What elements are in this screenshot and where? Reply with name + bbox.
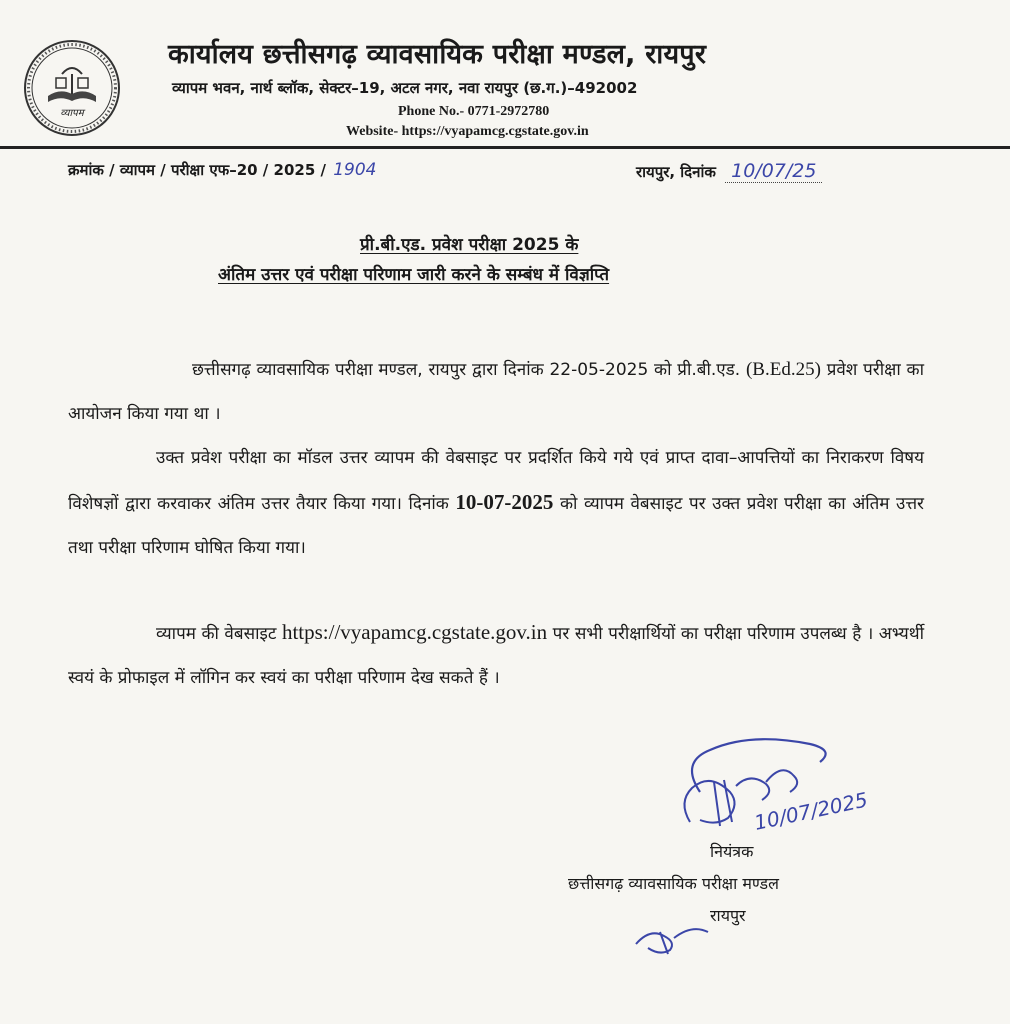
controller-signature: [670, 722, 880, 842]
website-link[interactable]: https://vyapamcg.cgstate.gov.in: [281, 620, 548, 644]
p2-result-date: 10-07-2025: [455, 490, 554, 514]
p2-text-a: उक्त प्रवेश परीक्षा का मॉडल उत्तर व्यापम की वेबसाइट पर प्रदर्शित किये गये एवं प्राप्त दावा–आपत्तियों का निराकरण विषय विशेषज्ञों द्वारा करवाकर अंतिम उत्तर तैयार किया गया। दिनांक: [68, 448, 924, 514]
subject-line-1: प्री.बी.एड. प्रवेश परीक्षा 2025 के: [360, 235, 579, 255]
date-handwritten: 10/07/25: [725, 160, 822, 183]
website-line: Website- https://vyapamcg.cgstate.gov.in: [346, 124, 589, 139]
p2-text-b: को व्यापम वेबसाइट पर उक्त प्रवेश परीक्षा का अंतिम उत्तर तथा परीक्षा परिणाम घोषित किया गया।: [68, 494, 925, 558]
organization-name: कार्यालय छत्तीसगढ़ व्यावसायिक परीक्षा मण्डल, रायपुर: [168, 39, 707, 70]
p1-text-b: प्रवेश परीक्षा का आयोजन किया गया था ।: [68, 360, 924, 424]
p1-exam-code: (B.Ed.25): [745, 359, 821, 380]
vyapam-seal-logo: [22, 38, 122, 138]
signatory-organization: छत्तीसगढ़ व्यावसायिक परीक्षा मण्डल: [568, 874, 779, 893]
paragraph-3: [68, 610, 924, 700]
header-divider: [0, 146, 1010, 149]
paragraph-2: [68, 436, 924, 570]
signatory-title: नियंत्रक: [710, 842, 754, 861]
paragraph-1: [68, 348, 924, 436]
organization-address: व्यापम भवन, नार्थ ब्लॉक, सेक्टर–19, अटल नगर, नवा रायपुर (छ.ग.)–492002: [172, 79, 638, 97]
signature-date: 10/07/2025: [752, 787, 870, 835]
signatory-city: रायपुर: [710, 906, 746, 925]
date-label: रायपुर, दिनांक: [636, 163, 716, 181]
reference-number: [68, 160, 376, 180]
logo-text: व्यापम: [60, 108, 84, 119]
p3-text-a: व्यापम की वेबसाइट: [156, 624, 277, 644]
p1-text-a: छत्तीसगढ़ व्यावसायिक परीक्षा मण्डल, रायपुर द्वारा दिनांक 22-05-2025 को प्री.बी.एड.: [192, 360, 741, 380]
p3-text-b: पर सभी परीक्षार्थियों का परीक्षा परिणाम उपलब्ध है । अभ्यर्थी स्वयं के प्रोफाइल में लॉगिन कर स्वयं का परीक्षा परिणाम देख सकते हैं ।: [68, 624, 924, 688]
phone-number: Phone No.- 0771-2972780: [398, 104, 550, 119]
letter-date: [636, 160, 822, 182]
reference-handwritten: 1904: [333, 160, 377, 180]
initials-mark: [630, 910, 720, 960]
subject-line-2: अंतिम उत्तर एवं परीक्षा परिणाम जारी करने के सम्बंध में विज्ञप्ति: [218, 265, 610, 285]
reference-printed: क्रमांक / व्यापम / परीक्षा एफ–20 / 2025 /: [68, 161, 326, 179]
